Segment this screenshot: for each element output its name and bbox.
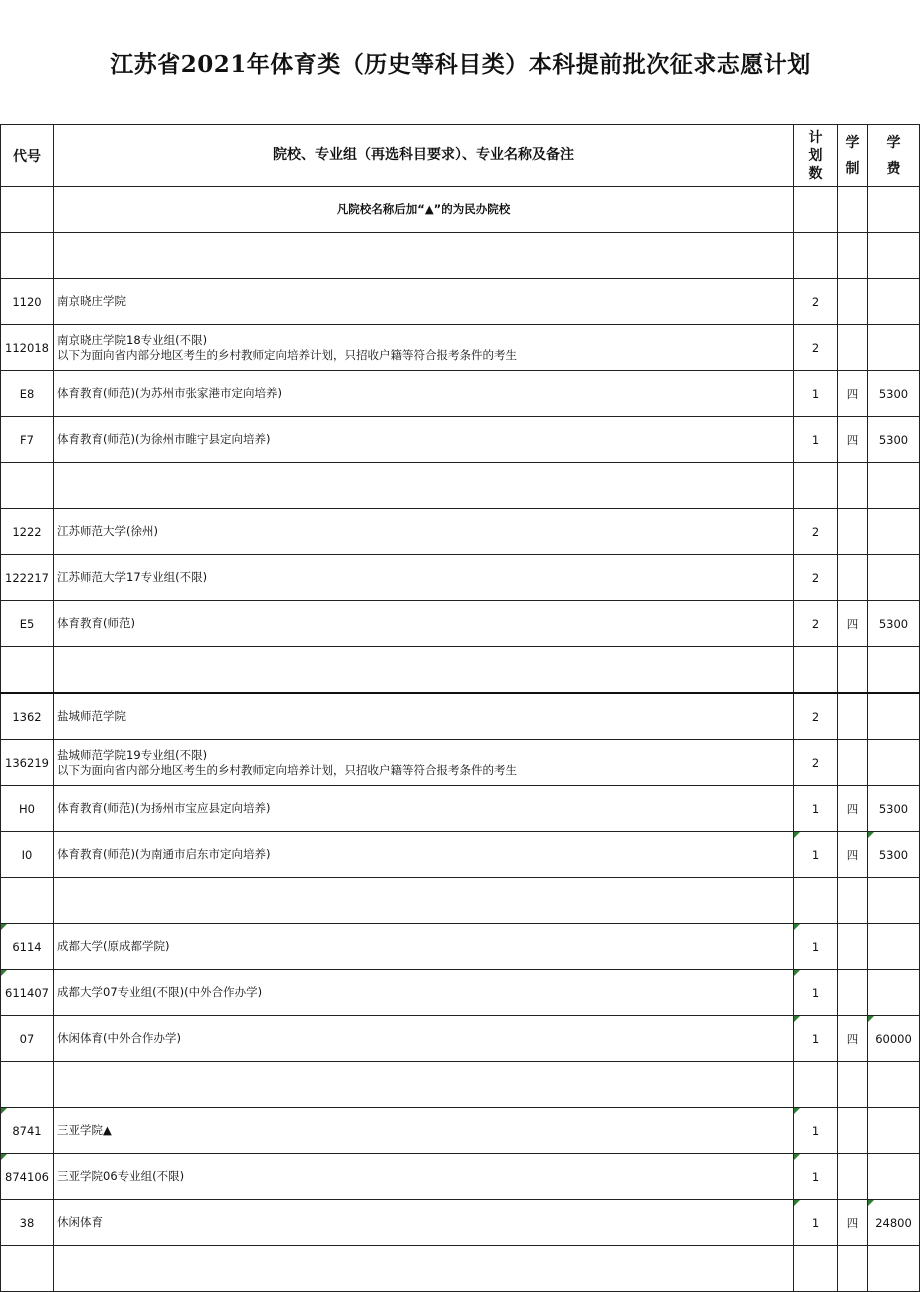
table-row: 136219 盐城师范学院19专业组(不限) 以下为面向省内部分地区考生的乡村教师定向培养计划，只招收户籍等符合报考条件的考生 2 [1,740,920,786]
table-row: E5 体育教育(师范) 2 四 5300 [1,601,920,647]
note-row [1,187,920,233]
empty-row [1,647,920,694]
page-title: 江苏省2021年体育类（历史等科目类）本科提前批次征求志愿计划 [110,51,811,78]
table-row: H0 体育教育(师范)(为扬州市宝应县定向培养) 1 四 5300 [1,786,920,832]
table-row: 1222 江苏师范大学(徐州) 2 [1,509,920,555]
table-row: 1120 南京晓庄学院 2 [1,279,920,325]
empty-row [1,1246,920,1292]
header-plan: 计 划 数 [794,125,838,187]
empty-row [1,233,920,279]
private-school-note: 凡院校名称后加“▲”的为民办院校 [54,187,794,233]
table-row: 112018 南京晓庄学院18专业组(不限) 以下为面向省内部分地区考生的乡村教师定向培养计划，只招收户籍等符合报考条件的考生 2 [1,325,920,371]
header-name: 院校、专业组（再选科目要求）、专业名称及备注 [54,125,794,187]
table-row: 38 休闲体育 1 四 24800 [1,1200,920,1246]
table-row: 1362 盐城师范学院 2 [1,693,920,740]
table-row: 611407 成都大学07专业组(不限)(中外合作办学) 1 [1,970,920,1016]
header-row [1,125,920,187]
table-row: 07 休闲体育(中外合作办学) 1 四 60000 [1,1016,920,1062]
table-row: I0 体育教育(师范)(为南通市启东市定向培养) 1 四 5300 [1,832,920,878]
table-row: E8 体育教育(师范)(为苏州市张家港市定向培养) 1 四 5300 [1,371,920,417]
table-row: 122217 江苏师范大学17专业组(不限) 2 [1,555,920,601]
empty-row [1,1062,920,1108]
empty-row [1,878,920,924]
header-code: 代号 [1,125,54,187]
table-row: 8741 三亚学院▲ 1 [1,1108,920,1154]
empty-row [1,463,920,509]
table-row: 6114 成都大学(原成都学院) 1 [1,924,920,970]
enrollment-plan-table [0,124,920,1292]
header-length: 学 制 [838,125,868,187]
table-row: F7 体育教育(师范)(为徐州市睢宁县定向培养) 1 四 5300 [1,417,920,463]
table-row: 874106 三亚学院06专业组(不限) 1 [1,1154,920,1200]
header-fee: 学 费 [868,125,920,187]
